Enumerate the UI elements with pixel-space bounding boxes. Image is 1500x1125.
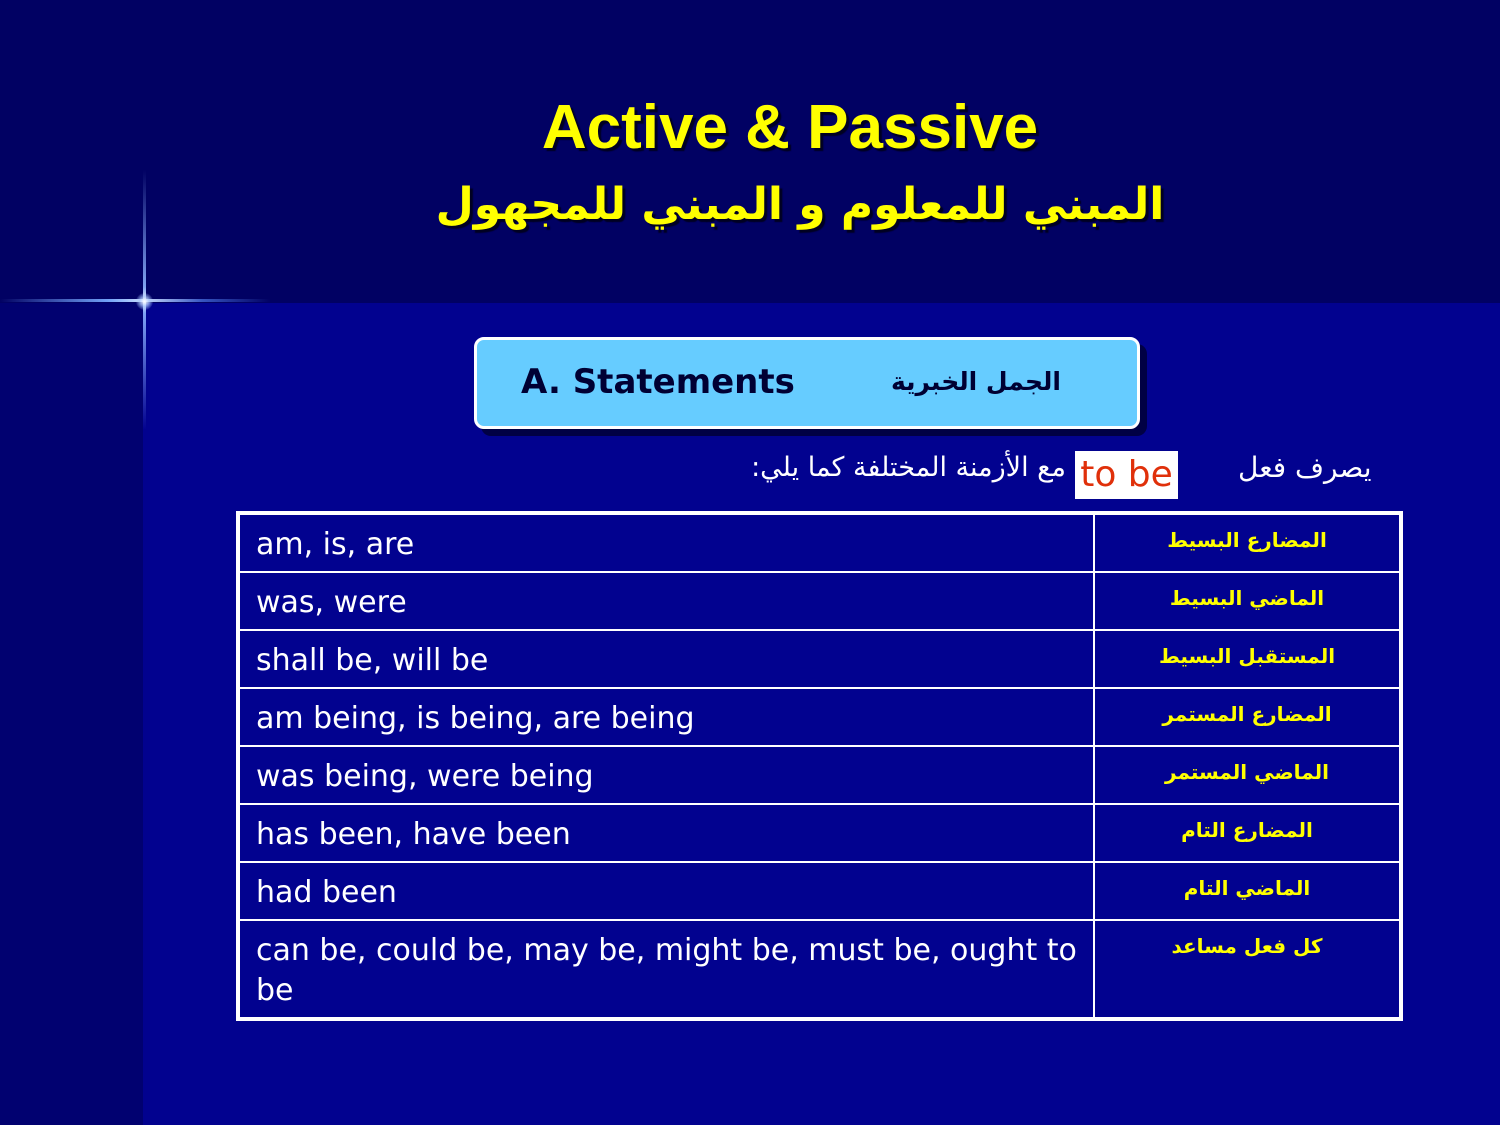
verb-forms-cell: had been [238, 862, 1094, 920]
tense-name-cell: المستقبل البسيط [1094, 630, 1401, 688]
verb-forms-cell: was being, were being [238, 746, 1094, 804]
verb-forms-cell: am being, is being, are being [238, 688, 1094, 746]
to-be-highlight: to be [1075, 451, 1178, 499]
tense-name-cell: الماضي البسيط [1094, 572, 1401, 630]
table-row [238, 804, 1401, 862]
tenses-table [236, 511, 1403, 1021]
section-heading-arabic: الجمل الخبرية [890, 367, 1061, 396]
slide-title: Active & Passive [541, 93, 1039, 162]
table-row [238, 746, 1401, 804]
verb-forms-cell: was, were [238, 572, 1094, 630]
light-flare-horizontal [0, 299, 270, 302]
intro-text-right: يصرف فعل [1238, 451, 1372, 484]
table-row [238, 688, 1401, 746]
intro-text-left: مع الأزمنة المختلفة كما يلي: [751, 452, 1066, 483]
slide-title-arabic: المبني للمعلوم و المبني للمجهول [435, 179, 1165, 230]
tense-name-cell: المضارع المستمر [1094, 688, 1401, 746]
section-heading-label: A. Statements [521, 362, 795, 402]
tense-name-cell: المضارع البسيط [1094, 513, 1401, 572]
light-flare-core [136, 293, 153, 310]
table-row [238, 920, 1401, 1019]
table-row [238, 630, 1401, 688]
verb-forms-cell: am, is, are [238, 513, 1094, 572]
table-row [238, 513, 1401, 572]
table-row [238, 862, 1401, 920]
section-heading-box [474, 337, 1140, 429]
table-row [238, 572, 1401, 630]
verb-forms-cell: has been, have been [238, 804, 1094, 862]
verb-forms-cell: can be, could be, may be, might be, must be, ought to be [238, 920, 1094, 1019]
verb-forms-cell: shall be, will be [238, 630, 1094, 688]
tense-name-cell: الماضي المستمر [1094, 746, 1401, 804]
tense-name-cell: كل فعل مساعد [1094, 920, 1401, 1019]
tense-name-cell: المضارع التام [1094, 804, 1401, 862]
tense-name-cell: الماضي التام [1094, 862, 1401, 920]
